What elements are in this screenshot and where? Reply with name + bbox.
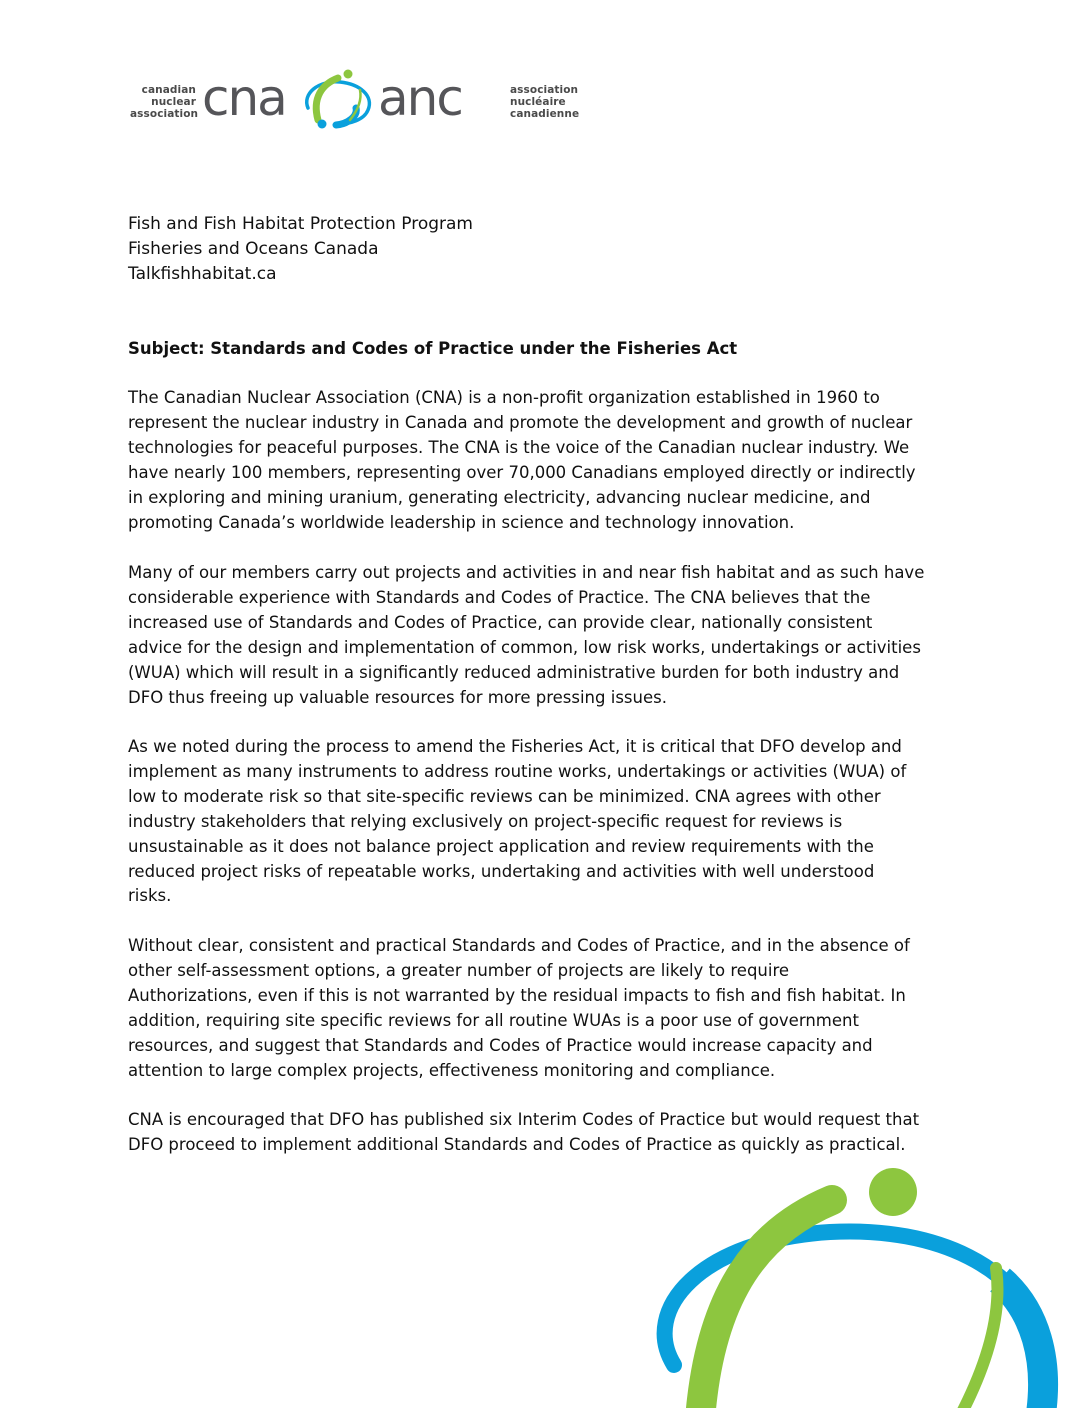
paragraph-3: As we noted during the process to amend the Fisheries Act, it is critical that DFO develop and implement as many instruments to address routine works, undertakings or activities (WUA) of low to moderate risk so that site-specific reviews can be minimized. CNA agrees with other industry stakeholders that relying exclusively on project-specific request for reviews is unsustainable as it does not balance project application and review requirements with the reduced project risks of repeatable works, undertaking and activities with well understood risks. xyxy=(128,737,907,906)
logo-word-cna: cna xyxy=(202,69,286,127)
recipient-address xyxy=(128,212,473,287)
recipient-line: Fisheries and Oceans Canada xyxy=(128,239,379,259)
logo-word-anc: anc xyxy=(378,69,462,127)
recipient-line: Talkfishhabitat.ca xyxy=(128,264,277,284)
atom-emblem-watermark-icon xyxy=(640,1160,1088,1408)
logo-french-name: association nucléaire canadienne xyxy=(510,84,580,120)
subject-line: Subject: Standards and Codes of Practice under the Fisheries Act xyxy=(128,339,738,358)
atom-emblem-icon xyxy=(298,68,378,132)
cna-anc-logo xyxy=(130,66,580,136)
paragraph-5: CNA is encouraged that DFO has published six Interim Codes of Practice but would request that DFO proceed to implement additional Standards and Codes of Practice as quickly as practical. xyxy=(128,1110,920,1154)
paragraph-2: Many of our members carry out projects and activities in and near fish habitat and as such have considerable experience with Standards and Codes of Practice. The CNA believes that the increased use of Standards and Codes of Practice, can provide clear, nationally consistent advice for the design and implementation of common, low risk works, undertakings or activities (WUA) which will result in a significantly reduced administrative burden for both industry and DFO thus freeing up valuable resources for more pressing issues. xyxy=(128,563,925,707)
logo-english-name: canadian nuclear association xyxy=(130,84,199,120)
paragraph-1: The Canadian Nuclear Association (CNA) is a non-profit organization established in 1960 to represent the nuclear industry in Canada and promote the development and growth of nuclear technologies for peaceful purposes. The CNA is the voice of the Canadian nuclear industry. We have nearly 100 members, representing over 70,000 Canadians employed directly or indirectly in exploring and mining uranium, generating electricity, advancing nuclear medicine, and promoting Canada’s worldwide leadership in science and technology innovation. xyxy=(128,388,916,532)
recipient-line: Fish and Fish Habitat Protection Program xyxy=(128,214,473,234)
paragraph-4: Without clear, consistent and practical Standards and Codes of Practice, and in the absence of other self-assessment options, a greater number of projects are likely to require Authorizations, even if this is not warranted by the residual impacts to fish and fish habitat. In addition, requiring site specific reviews for all routine WUAs is a poor use of government resources, and suggest that Standards and Codes of Practice would increase capacity and attention to large complex projects, effectiveness monitoring and compliance. xyxy=(128,936,910,1080)
